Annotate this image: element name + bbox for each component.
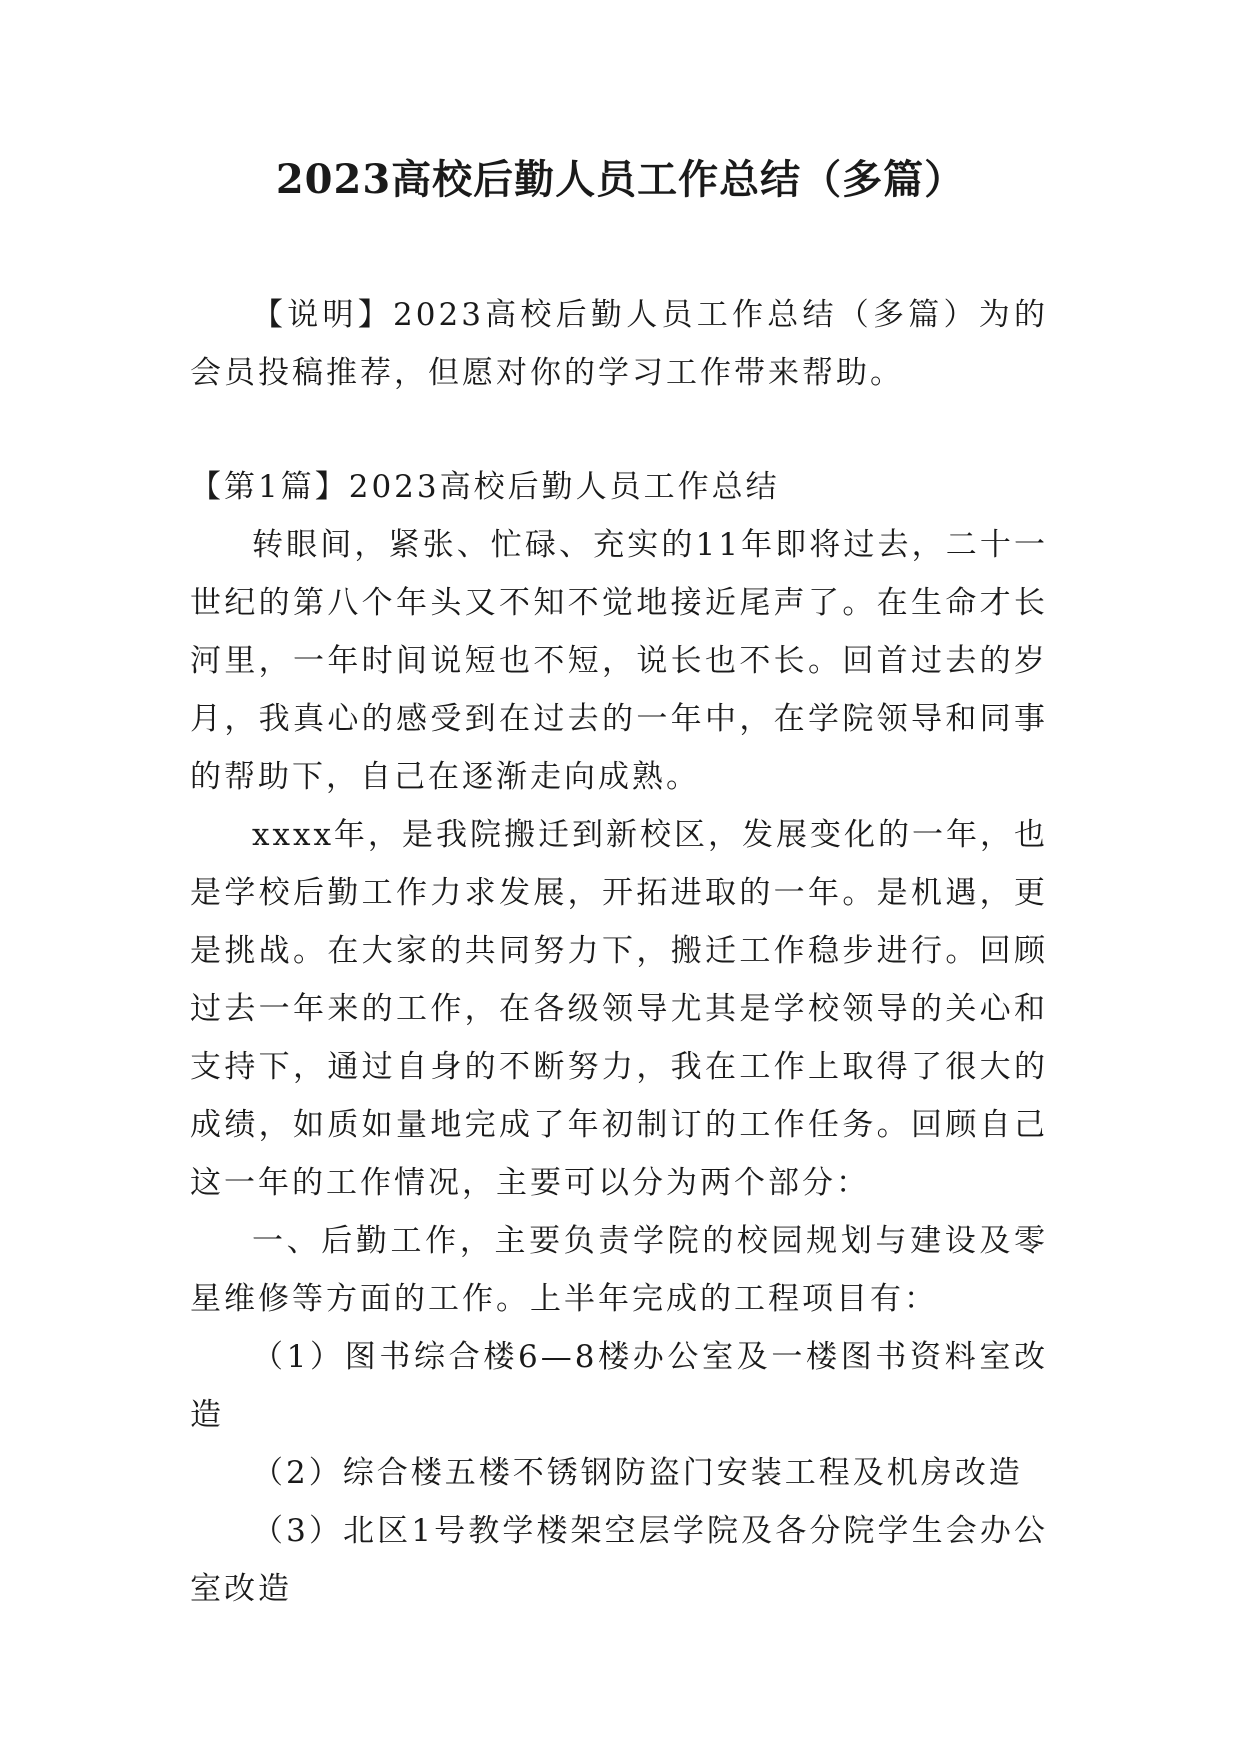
intro-block (190, 286, 1048, 402)
body-paragraph: 转眼间，紧张、忙碌、充实的11年即将过去，二十一世纪的第八个年头又不知不觉地接近尾声了。在生命才长河里，一年时间说短也不短，说长也不长。回首过去的岁月，我真心的感受到在过去的一年中，在学院领导和同事的帮助下，自己在逐渐走向成熟。 (190, 527, 1048, 795)
intro-paragraph: 【说明】2023高校后勤人员工作总结（多篇）为的会员投稿推荐，但愿对你的学习工作带来帮助。 (190, 297, 1048, 391)
body-paragraph: xxxx年，是我院搬迁到新校区，发展变化的一年，也是学校后勤工作力求发展，开拓进取的一年。是机遇，更是挑战。在大家的共同努力下，搬迁工作稳步进行。回顾过去一年来的工作，在各级领导尤其是学校领导的关心和支持下，通过自身的不断努力，我在工作上取得了很大的成绩，如质如量地完成了年初制订的工作任务。回顾自己这一年的工作情况，主要可以分为两个部分： (190, 817, 1048, 1201)
document-title: 2023高校后勤人员工作总结（多篇） (275, 156, 966, 203)
body-paragraph: 一、后勤工作，主要负责学院的校园规划与建设及零星维修等方面的工作。上半年完成的工程项目有： (190, 1223, 1048, 1317)
list-item: （3）北区1号教学楼架空层学院及各分院学生会办公室改造 (190, 1513, 1048, 1607)
content-block (190, 458, 1048, 1618)
list-item: （2）综合楼五楼不锈钢防盗门安装工程及机房改造 (252, 1455, 1023, 1491)
list-item: （1）图书综合楼6—8楼办公室及一楼图书资料室改造 (190, 1339, 1048, 1433)
section-heading: 【第1篇】2023高校后勤人员工作总结 (190, 469, 780, 505)
